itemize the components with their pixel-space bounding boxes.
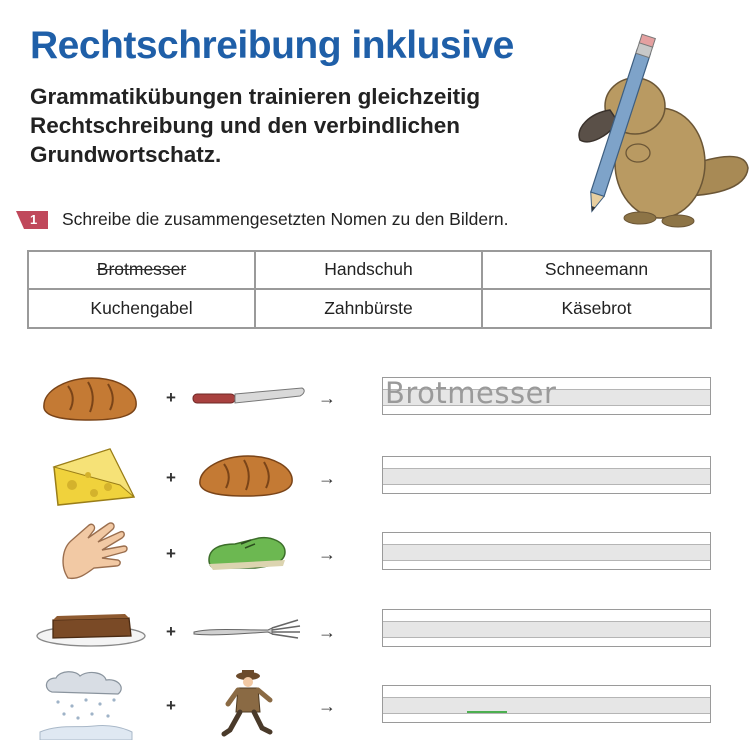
answer-lines[interactable] (382, 532, 711, 570)
plus-sign: + (166, 622, 176, 641)
bread-icon (196, 452, 296, 498)
shoe-icon (205, 530, 289, 572)
word-bank-cell (29, 290, 256, 328)
arrow-sign: → (318, 544, 336, 564)
exercise-row (0, 668, 750, 738)
word-bank-word: Käsebrot (561, 297, 632, 318)
bread-icon (40, 372, 140, 422)
page-title: Rechtschreibung inklusive (30, 24, 514, 67)
word-bank-word: Zahnbürste (324, 297, 413, 318)
answer-lines[interactable] (382, 685, 711, 723)
word-bank-cell (483, 252, 710, 290)
cheese-icon (50, 445, 140, 507)
hand-icon (58, 518, 132, 584)
plus-sign: + (166, 544, 176, 563)
exercise-row (0, 594, 750, 664)
exercise-row (0, 516, 750, 586)
word-bank-word: Schneemann (544, 259, 649, 280)
answer-lines[interactable] (382, 609, 711, 647)
page-subtitle (30, 82, 550, 169)
plus-sign: + (166, 468, 176, 487)
man-icon (220, 668, 278, 742)
word-bank-word: Handschuh (324, 259, 413, 280)
task-instruction: Schreibe die zusammengesetzten Nomen zu den Bildern. (62, 209, 509, 229)
plus-sign: + (166, 696, 176, 715)
answer-lines[interactable] (382, 456, 711, 494)
word-bank-cell (256, 252, 483, 290)
snow-icon (38, 670, 134, 740)
fork-icon (190, 616, 302, 642)
exercise-row (0, 440, 750, 510)
answer-sample: Brotmesser (385, 376, 557, 410)
answer-lines[interactable] (382, 377, 711, 415)
cake-icon (35, 608, 147, 648)
exercise-row (0, 362, 750, 432)
subtitle-line: Rechtschreibung und den verbindlichen (30, 113, 461, 138)
arrow-sign: → (318, 696, 336, 716)
subtitle-line: Grundwortschatz. (30, 142, 222, 167)
arrow-sign: → (318, 622, 336, 642)
word-bank-word: Brotmesser (96, 259, 187, 280)
arrow-sign: → (318, 468, 336, 488)
word-bank-word: Kuchengabel (90, 297, 193, 318)
arrow-sign: → (318, 388, 336, 408)
task-number: 1 (30, 212, 38, 227)
word-bank-cell (29, 252, 256, 290)
platypus-mascot-icon (560, 18, 750, 233)
knife-icon (190, 384, 308, 408)
word-bank-table (27, 250, 712, 329)
subtitle-line: Grammatikübungen trainieren gleichzeitig (30, 84, 481, 109)
word-bank-cell (483, 290, 710, 328)
task-number-badge (14, 211, 48, 229)
plus-sign: + (166, 388, 176, 407)
green-mark (467, 711, 507, 713)
word-bank-cell (256, 290, 483, 328)
